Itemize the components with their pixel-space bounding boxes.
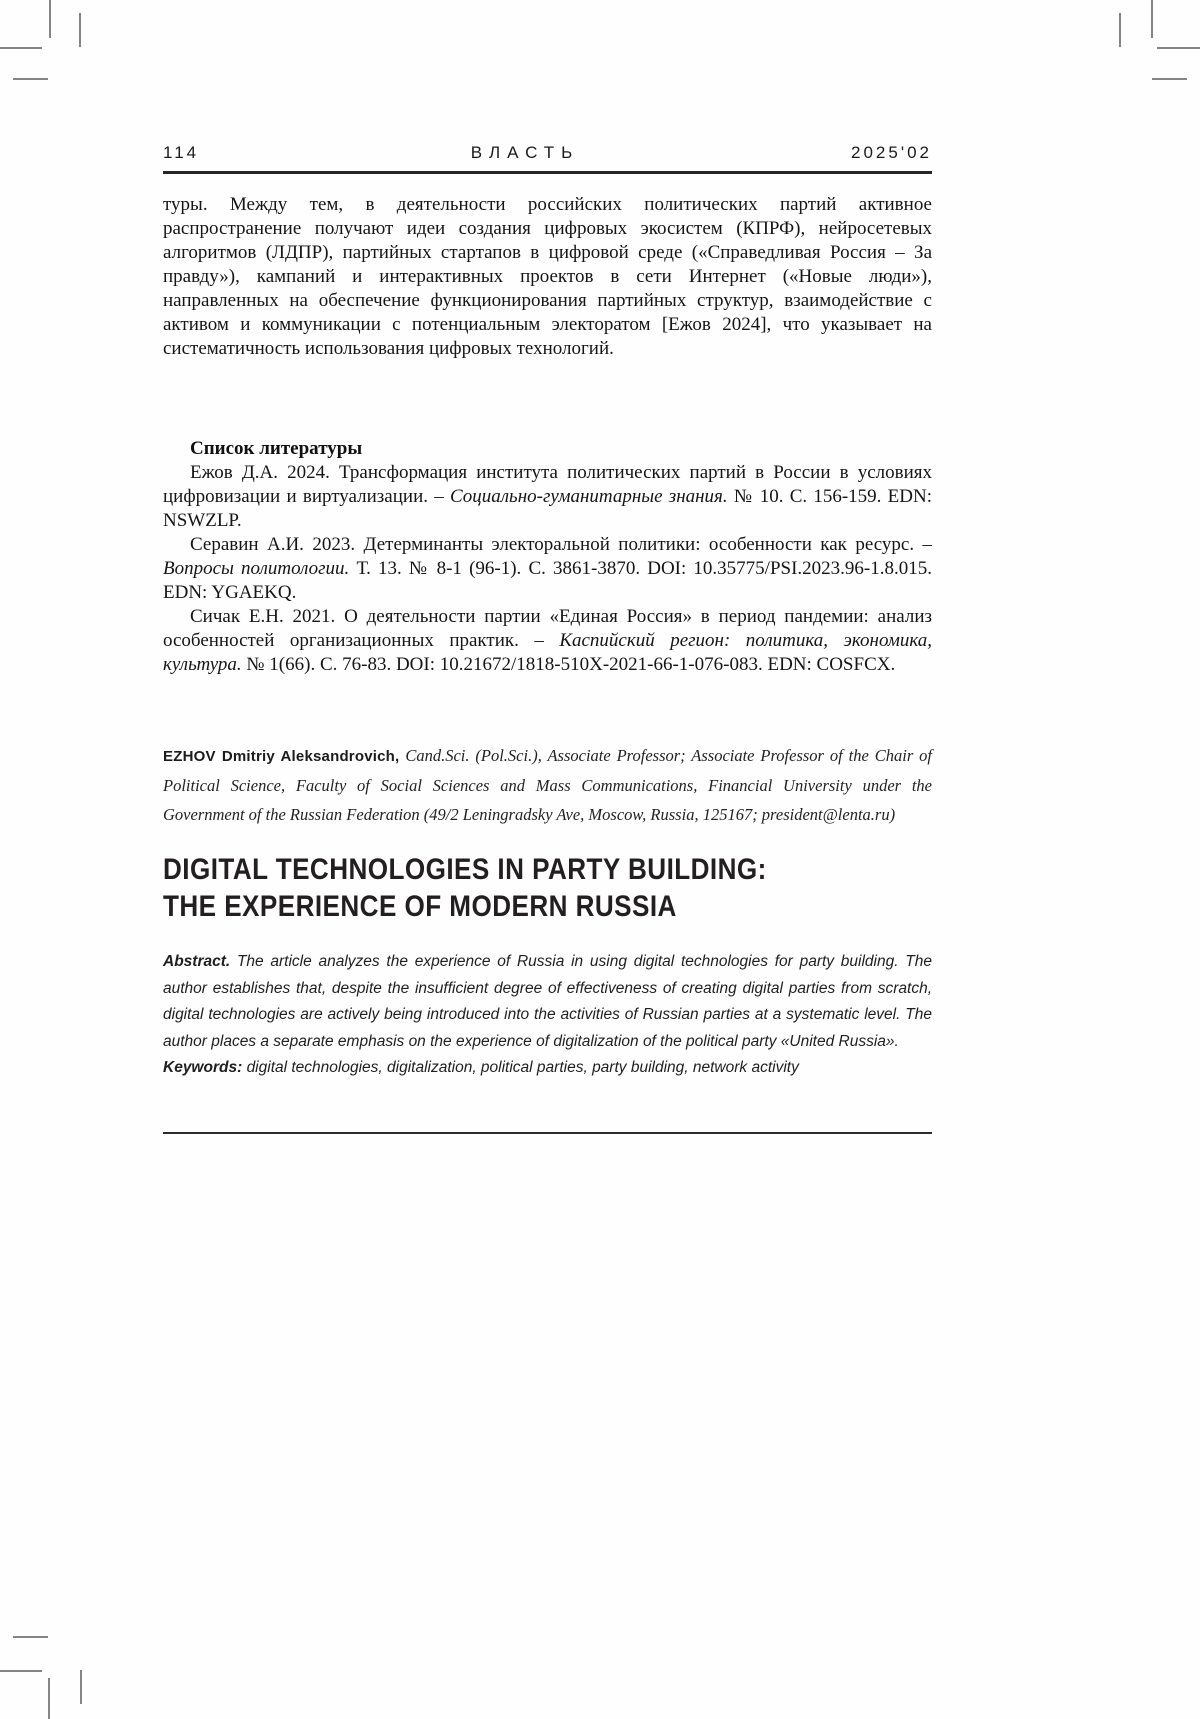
issue-number: 2025'02 xyxy=(851,143,932,162)
crop-mark xyxy=(1151,0,1153,38)
reference-locator: № 10. С. 156-159. EDN: NSWZLP. xyxy=(163,486,932,531)
crop-mark xyxy=(80,1670,82,1704)
keywords-text: digital technologies, digitalization, political parties, party building, network activity xyxy=(246,1059,799,1076)
abstract-label: Abstract. xyxy=(163,953,231,970)
reference-locator: № 1(66). С. 76-83. DOI: 10.21672/1818-510X-2021-66-1-076-083. EDN: COSFCX. xyxy=(241,654,896,675)
article-title-line: THE EXPERIENCE OF MODERN RUSSIA xyxy=(163,890,677,923)
reference-item xyxy=(163,605,932,677)
abstract-text: The article analyzes the experience of Russia in using digital technologies for party building. The author establishes that, despite the insufficient degree of effectiveness of creating digital parties from scratch, digital technologies are actively being introduced into the activities of Russian parties at a systematic level. The author places a separate emphasis on the experience of digitalization of the political party «United Russia». xyxy=(163,953,932,1050)
crop-mark xyxy=(1119,13,1121,47)
reference-item xyxy=(163,533,932,605)
reference-source: Вопросы политологии. xyxy=(163,558,350,579)
crop-mark xyxy=(79,13,81,47)
reference-citation: Сичак Е.Н. 2021. О деятельности партии «Единая Россия» в период пандемии: анализ особенностей организационных практик. – xyxy=(163,606,932,651)
reference-citation: Ежов Д.А. 2024. Трансформация института политических партий в России в условиях цифровизации и виртуализации. – xyxy=(163,462,932,507)
crop-mark xyxy=(1157,47,1200,49)
crop-mark xyxy=(49,0,51,38)
references-heading: Список литературы xyxy=(190,438,363,459)
keywords xyxy=(163,1055,932,1082)
crop-mark xyxy=(0,1670,42,1672)
crop-mark xyxy=(48,1678,50,1719)
reference-source: Социально-гуманитарные знания. xyxy=(449,486,728,507)
crop-mark xyxy=(1152,78,1187,80)
section-divider-rule xyxy=(163,1132,932,1134)
crop-mark xyxy=(13,78,48,80)
running-head xyxy=(163,143,932,163)
author-details: Cand.Sci. (Pol.Sci.), Associate Professor; Associate Professor of the Chair of Political Science, Faculty of Social Sciences and Mass Communications, Financial University under the Government of the Russian Federation (49/2 Leningradsky Ave, Moscow, Russia, 125167; president@lenta.ru) xyxy=(163,746,932,824)
article-text: туры. Между тем, в деятельности российских политических партий активное распространение получают идеи создания цифровых экосистем (КПРФ), нейросетевых алгоритмов (ЛДПР), партийных стартапов в цифровой среде («Справедливая Россия – За правду»), кампаний и интерактивных проектов в сети Интернет («Новые люди»), направленных на обеспечение функционирования партийных структур, взаимодействие с активом и коммуникации с потенциальным электоратом [Ежов 2024], что указывает на систематичность использования цифровых технологий. xyxy=(163,194,932,359)
article-title-line: DIGITAL TECHNOLOGIES IN PARTY BUILDING: xyxy=(163,853,767,886)
author-name: EZHOV Dmitriy Aleksandrovich, xyxy=(163,748,400,765)
reference-locator: Т. 13. № 8-1 (96-1). С. 3861-3870. DOI: 10.35775/PSI.2023.96-1.8.015. EDN: YGAEKQ. xyxy=(163,558,932,603)
page-content xyxy=(163,143,932,1134)
crop-mark xyxy=(13,1636,48,1638)
keywords-label: Keywords: xyxy=(163,1059,243,1076)
header-rule xyxy=(163,171,932,174)
reference-citation: Серавин А.И. 2023. Детерминанты электоральной политики: особенности как ресурс. – xyxy=(190,534,932,555)
page-number: 114 xyxy=(163,143,200,162)
reference-source: Каспийский регион: политика, экономика, культура. xyxy=(163,630,933,675)
author-affiliation xyxy=(163,741,932,829)
journal-title: ВЛАСТЬ xyxy=(470,143,580,162)
crop-mark xyxy=(0,47,42,49)
article-title-en xyxy=(163,851,832,925)
reference-item xyxy=(163,461,932,533)
abstract xyxy=(163,949,932,1055)
